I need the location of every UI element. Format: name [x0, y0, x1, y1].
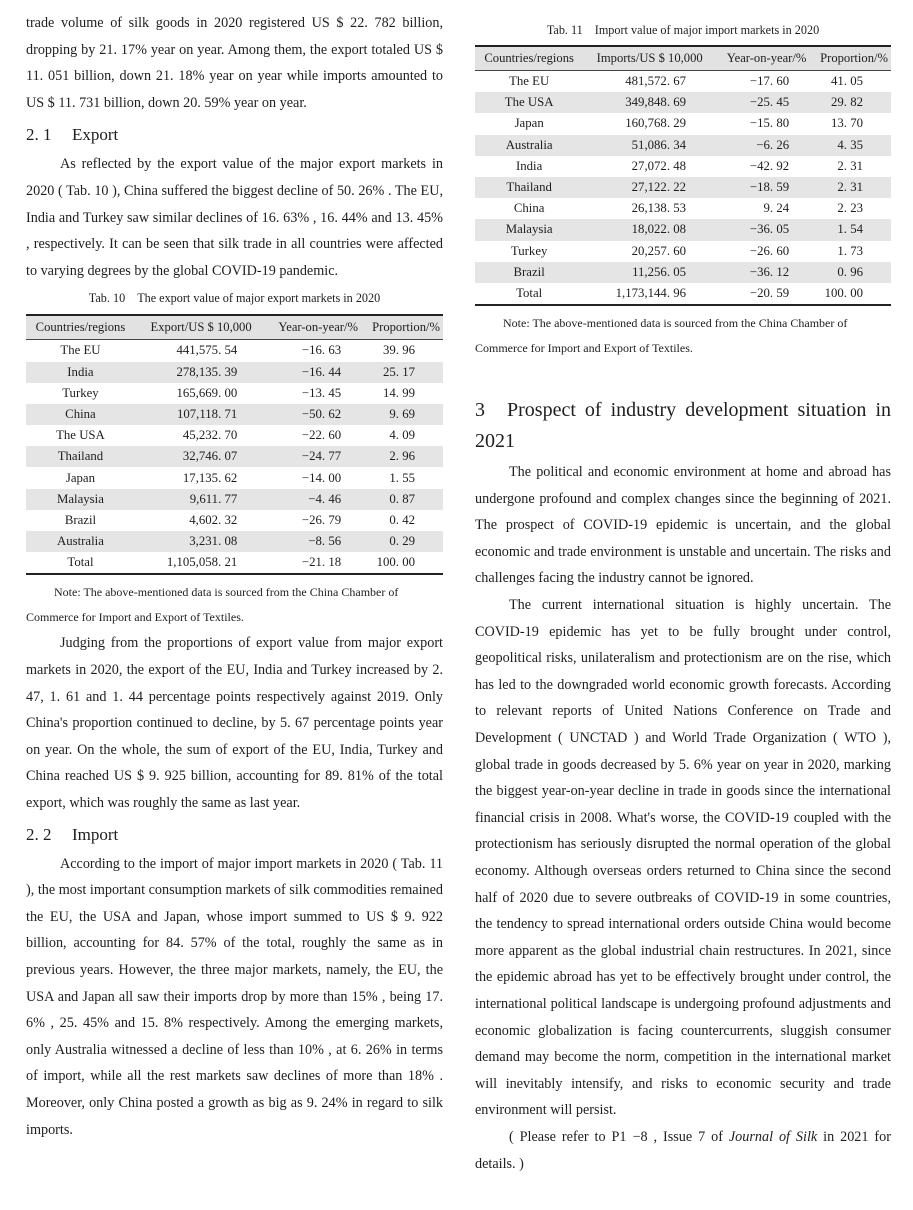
column-header: Countries/regions — [26, 315, 135, 340]
cell-country: Thailand — [475, 177, 583, 198]
cell-yoy: −36. 12 — [716, 262, 817, 283]
cell-proportion: 1. 54 — [817, 219, 891, 240]
table-row — [475, 92, 891, 113]
section-number: 2. 1 — [26, 125, 52, 145]
table-note: Note: The above-mentioned data is sourced from the China Chamber of — [54, 585, 399, 600]
cell-yoy: −18. 59 — [716, 177, 817, 198]
cell-yoy: −16. 44 — [267, 362, 369, 383]
cell-yoy: −42. 92 — [749, 158, 790, 173]
cell-yoy: −26. 79 — [301, 512, 342, 527]
table-row — [475, 156, 891, 177]
cell-proportion: 39. 96 — [383, 343, 415, 358]
column-header: Year-on-year/% — [716, 46, 817, 71]
table-title: The export value of major export markets in 2020 — [137, 291, 381, 306]
cell-proportion: 9. 69 — [369, 404, 443, 425]
cell-value: 441,575. 54 — [176, 343, 238, 358]
cell-yoy: −14. 00 — [301, 470, 342, 485]
table-row — [475, 177, 891, 198]
cell-proportion: 2. 31 — [837, 158, 863, 173]
cell-proportion: 100. 00 — [376, 555, 415, 570]
right-column — [475, 0, 891, 1177]
cell-proportion: 100. 00 — [824, 285, 863, 300]
cell-country: China — [513, 201, 545, 216]
table-title: Import value of major import markets in 2020 — [594, 23, 820, 37]
cell-proportion: 2. 23 — [837, 201, 863, 216]
section-title: Import — [72, 824, 119, 844]
cell-proportion: 1. 55 — [389, 470, 415, 485]
column-header: Imports/US $ 10,000 — [583, 46, 716, 71]
table-row — [475, 219, 891, 240]
cell-value: 51,086. 34 — [583, 135, 716, 156]
left-column — [26, 0, 443, 1143]
cell-country: Total — [67, 555, 94, 570]
cell-country: Australia — [475, 135, 583, 156]
cell-yoy: −20. 59 — [749, 285, 790, 300]
cell-yoy: −22. 60 — [301, 428, 342, 443]
cell-value: 27,122. 22 — [583, 177, 716, 198]
paragraph-export-proportions: Judging from the proportions of export value from major export markets in 2020, the export of the EU, India and Turkey increased by 2. 47, 1. 61 and 1. 44 percentage points respectively against 2019. Only China's proportion continued to decline, by 5. 67 percentage points year on year. On the whole, the sum of export of the EU, India, Turkey and China reached US $ 9. 925 billion, accounting for 89. 81% of the total export, which was roughly the same as last year. — [26, 635, 443, 811]
cell-value: 32,746. 07 — [135, 446, 267, 467]
table-row — [475, 71, 891, 93]
table-row — [26, 467, 443, 488]
cell-yoy: −4. 46 — [267, 489, 369, 510]
table-note-continued: Commerce for Import and Export of Textiles. — [475, 341, 693, 356]
section-heading-prospect — [475, 395, 891, 457]
cell-country: The EU — [60, 343, 101, 358]
table-header-row — [26, 315, 443, 340]
cell-proportion: 1. 73 — [837, 243, 863, 258]
cell-proportion: 14. 99 — [383, 385, 415, 400]
cell-country: China — [26, 404, 135, 425]
cell-country: Japan — [65, 470, 96, 485]
table-row — [26, 425, 443, 446]
table-row — [475, 241, 891, 262]
column-header: Proportion/% — [817, 46, 891, 71]
cell-value: 278,135. 39 — [135, 362, 267, 383]
reference-suffix: in 2021 for details. ) — [475, 1128, 891, 1172]
section-number: 2. 2 — [26, 824, 52, 844]
journal-name: Journal of Silk — [728, 1128, 818, 1145]
reference-prefix: ( Please refer to P1 −8 , Issue 7 of — [509, 1128, 729, 1145]
cell-country: Turkey — [510, 243, 548, 258]
cell-proportion: 0. 96 — [817, 262, 891, 283]
cell-yoy: −36. 05 — [716, 219, 817, 240]
cell-value: 1,105,058. 21 — [166, 555, 238, 570]
section-heading-export — [26, 121, 443, 149]
cell-proportion: 0. 42 — [389, 512, 415, 527]
cell-value: 9,611. 77 — [135, 489, 267, 510]
cell-yoy: −15. 80 — [749, 116, 790, 131]
table-number: Tab. 10 — [88, 291, 126, 306]
section-number: 3 — [475, 399, 485, 422]
table-row — [26, 340, 443, 362]
column-header: Proportion/% — [369, 315, 443, 340]
cell-proportion: 0. 87 — [369, 489, 443, 510]
cell-yoy: −13. 45 — [301, 385, 342, 400]
cell-value: 4,602. 32 — [189, 512, 238, 527]
cell-proportion: 29. 82 — [817, 92, 891, 113]
table-caption — [26, 288, 443, 308]
table-caption — [475, 20, 891, 40]
cell-country: Malaysia — [475, 219, 583, 240]
table-row — [475, 198, 891, 219]
cell-yoy: −50. 62 — [267, 404, 369, 425]
cell-yoy: −8. 56 — [267, 531, 369, 552]
paragraph-environment: The political and economic environment at home and abroad has undergone profound and complex changes since the beginning of 2021. The prospect of COVID-19 epidemic is uncertain, and the global economic and trade environment is unstable and uncertain. The risks and challenges facing the industry cannot be ignored. — [475, 464, 891, 587]
section-heading-import — [26, 821, 443, 849]
table-row-total — [26, 552, 443, 574]
table-row-total — [475, 283, 891, 305]
cell-country: India — [26, 362, 135, 383]
cell-country: The EU — [509, 74, 550, 89]
table-row — [26, 510, 443, 531]
cell-proportion: 0. 29 — [369, 531, 443, 552]
cell-country: India — [516, 158, 543, 173]
import-table — [475, 45, 891, 306]
table-note-continued: Commerce for Import and Export of Textiles. — [26, 610, 244, 625]
cell-value: 20,257. 60 — [631, 243, 687, 258]
paragraph-export-analysis: As reflected by the export value of the major export markets in 2020 ( Tab. 10 ), China suffered the biggest decline of 50. 26% . The EU, India and Turkey saw similar declines of 16. 63% , 16. 44% and 13. 45% , respectively. It can be seen that silk trade in all countries were affected to varying degrees by the global COVID-19 pandemic. — [26, 156, 443, 279]
cell-value: 27,072. 48 — [631, 158, 687, 173]
table-number: Tab. 11 — [546, 23, 583, 37]
cell-proportion: 13. 70 — [831, 116, 863, 131]
table-row — [475, 262, 891, 283]
cell-value: 3,231. 08 — [135, 531, 267, 552]
cell-yoy: 9. 24 — [763, 201, 790, 216]
section-title: Prospect of industry development situation in 2021 — [475, 399, 891, 453]
cell-country: Japan — [514, 116, 544, 131]
cell-proportion: 2. 31 — [817, 177, 891, 198]
table-header-row — [475, 46, 891, 71]
table-row — [475, 135, 891, 156]
table-row — [26, 489, 443, 510]
cell-country: Malaysia — [26, 489, 135, 510]
cell-proportion: 4. 09 — [389, 428, 415, 443]
cell-value: 481,572. 67 — [625, 74, 687, 89]
cell-proportion: 25. 17 — [369, 362, 443, 383]
cell-value: 11,256. 05 — [583, 262, 716, 283]
column-header: Export/US $ 10,000 — [135, 315, 267, 340]
cell-value: 1,173,144. 96 — [615, 285, 687, 300]
cell-value: 26,138. 53 — [631, 201, 687, 216]
paragraph-reference — [475, 1124, 891, 1177]
cell-country: The USA — [56, 428, 105, 443]
cell-country: Brazil — [64, 512, 97, 527]
cell-yoy: −26. 60 — [749, 243, 790, 258]
cell-proportion: 41. 05 — [831, 74, 863, 89]
table-note: Note: The above-mentioned data is sourced from the China Chamber of — [503, 316, 848, 331]
cell-proportion: 4. 35 — [817, 135, 891, 156]
cell-value: 160,768. 29 — [625, 116, 687, 131]
paragraph-import-analysis: According to the import of major import markets in 2020 ( Tab. 11 ), the most important consumption markets of silk commodities remained the EU, the USA and Japan, whose import summed to US $ 9. 922 billion, accounting for 84. 57% of the total, roughly the same as in previous years. However, the three major markets, namely, the EU, the USA and Japan all saw their imports drop by more than 15% , being 17. 6% , 25. 45% and 15. 8% respectively. Among the emerging markets, only Australia witnessed a decline of less than 10% , at 6. 26% in terms of import, while all the rest markets saw declines of more than 18% . Moreover, only China posted a growth as big as 9. 24% in regard to silk imports. — [26, 855, 443, 1138]
cell-yoy: −16. 63 — [301, 343, 342, 358]
table-row — [26, 446, 443, 467]
cell-proportion: 2. 96 — [369, 446, 443, 467]
table-row — [26, 404, 443, 425]
cell-country: Total — [516, 285, 543, 300]
column-header: Year-on-year/% — [267, 315, 369, 340]
cell-yoy: −17. 60 — [749, 74, 790, 89]
cell-value: 18,022. 08 — [583, 219, 716, 240]
column-header: Countries/regions — [475, 46, 583, 71]
cell-value: 107,118. 71 — [135, 404, 267, 425]
cell-country: The USA — [475, 92, 583, 113]
cell-yoy: −21. 18 — [301, 555, 342, 570]
cell-yoy: −25. 45 — [716, 92, 817, 113]
table-row — [475, 113, 891, 134]
cell-country: Turkey — [62, 385, 99, 400]
cell-yoy: −6. 26 — [716, 135, 817, 156]
cell-value: 17,135. 62 — [182, 470, 238, 485]
section-title: Export — [72, 125, 119, 145]
cell-value: 45,232. 70 — [182, 428, 238, 443]
cell-country: Brazil — [475, 262, 583, 283]
cell-country: Thailand — [26, 446, 135, 467]
cell-value: 165,669. 00 — [176, 385, 238, 400]
table-row — [26, 531, 443, 552]
table-row — [26, 383, 443, 404]
cell-yoy: −24. 77 — [267, 446, 369, 467]
paragraph-international-situation: The current international situation is highly uncertain. The COVID-19 epidemic has yet to be fully brought under control, geopolitical risks, unilateralism and protectionism are on the rise, which has led to the downgraded world economic growth forecasts. According to relevant reports of United Nations Conference on Trade and Development ( UNCTAD ) and World Trade Organization ( WTO ), global trade in goods decreased by 5. 6% year on year in 2020, marking the biggest year-on-year decline in trade in goods since the international financial crisis in 2008. What's worse, the COVID-19 coupled with the protectionism has seriously disrupted the normal operation of the global economy. Although overseas orders returned to China since the second half of 2020 due to severe outbreaks of COVID-19 in some countries, the tendency to spread international orders outside China would become more apparent as the global industrial chain restructures. In 2021, since the epidemic abroad has yet to be effectively brought under control, the international political landscape is undergoing profound adjustments and economic globalization is facing countercurrents, sluggish consumer demand may become the norm, competition in the international market will inevitably intensify, and risks to economic security and trade environment will persist. — [475, 597, 891, 1119]
export-table — [26, 314, 443, 575]
paragraph-trade-volume: trade volume of silk goods in 2020 registered US $ 22. 782 billion, dropping by 21. 17% year on year. Among them, the export totaled US $ 11. 051 billion, down 21. 18% year on year while imports amounted to US $ 11. 731 billion, down 20. 59% year on year. — [26, 15, 443, 111]
table-row — [26, 362, 443, 383]
cell-value: 349,848. 69 — [583, 92, 716, 113]
cell-country: Australia — [26, 531, 135, 552]
